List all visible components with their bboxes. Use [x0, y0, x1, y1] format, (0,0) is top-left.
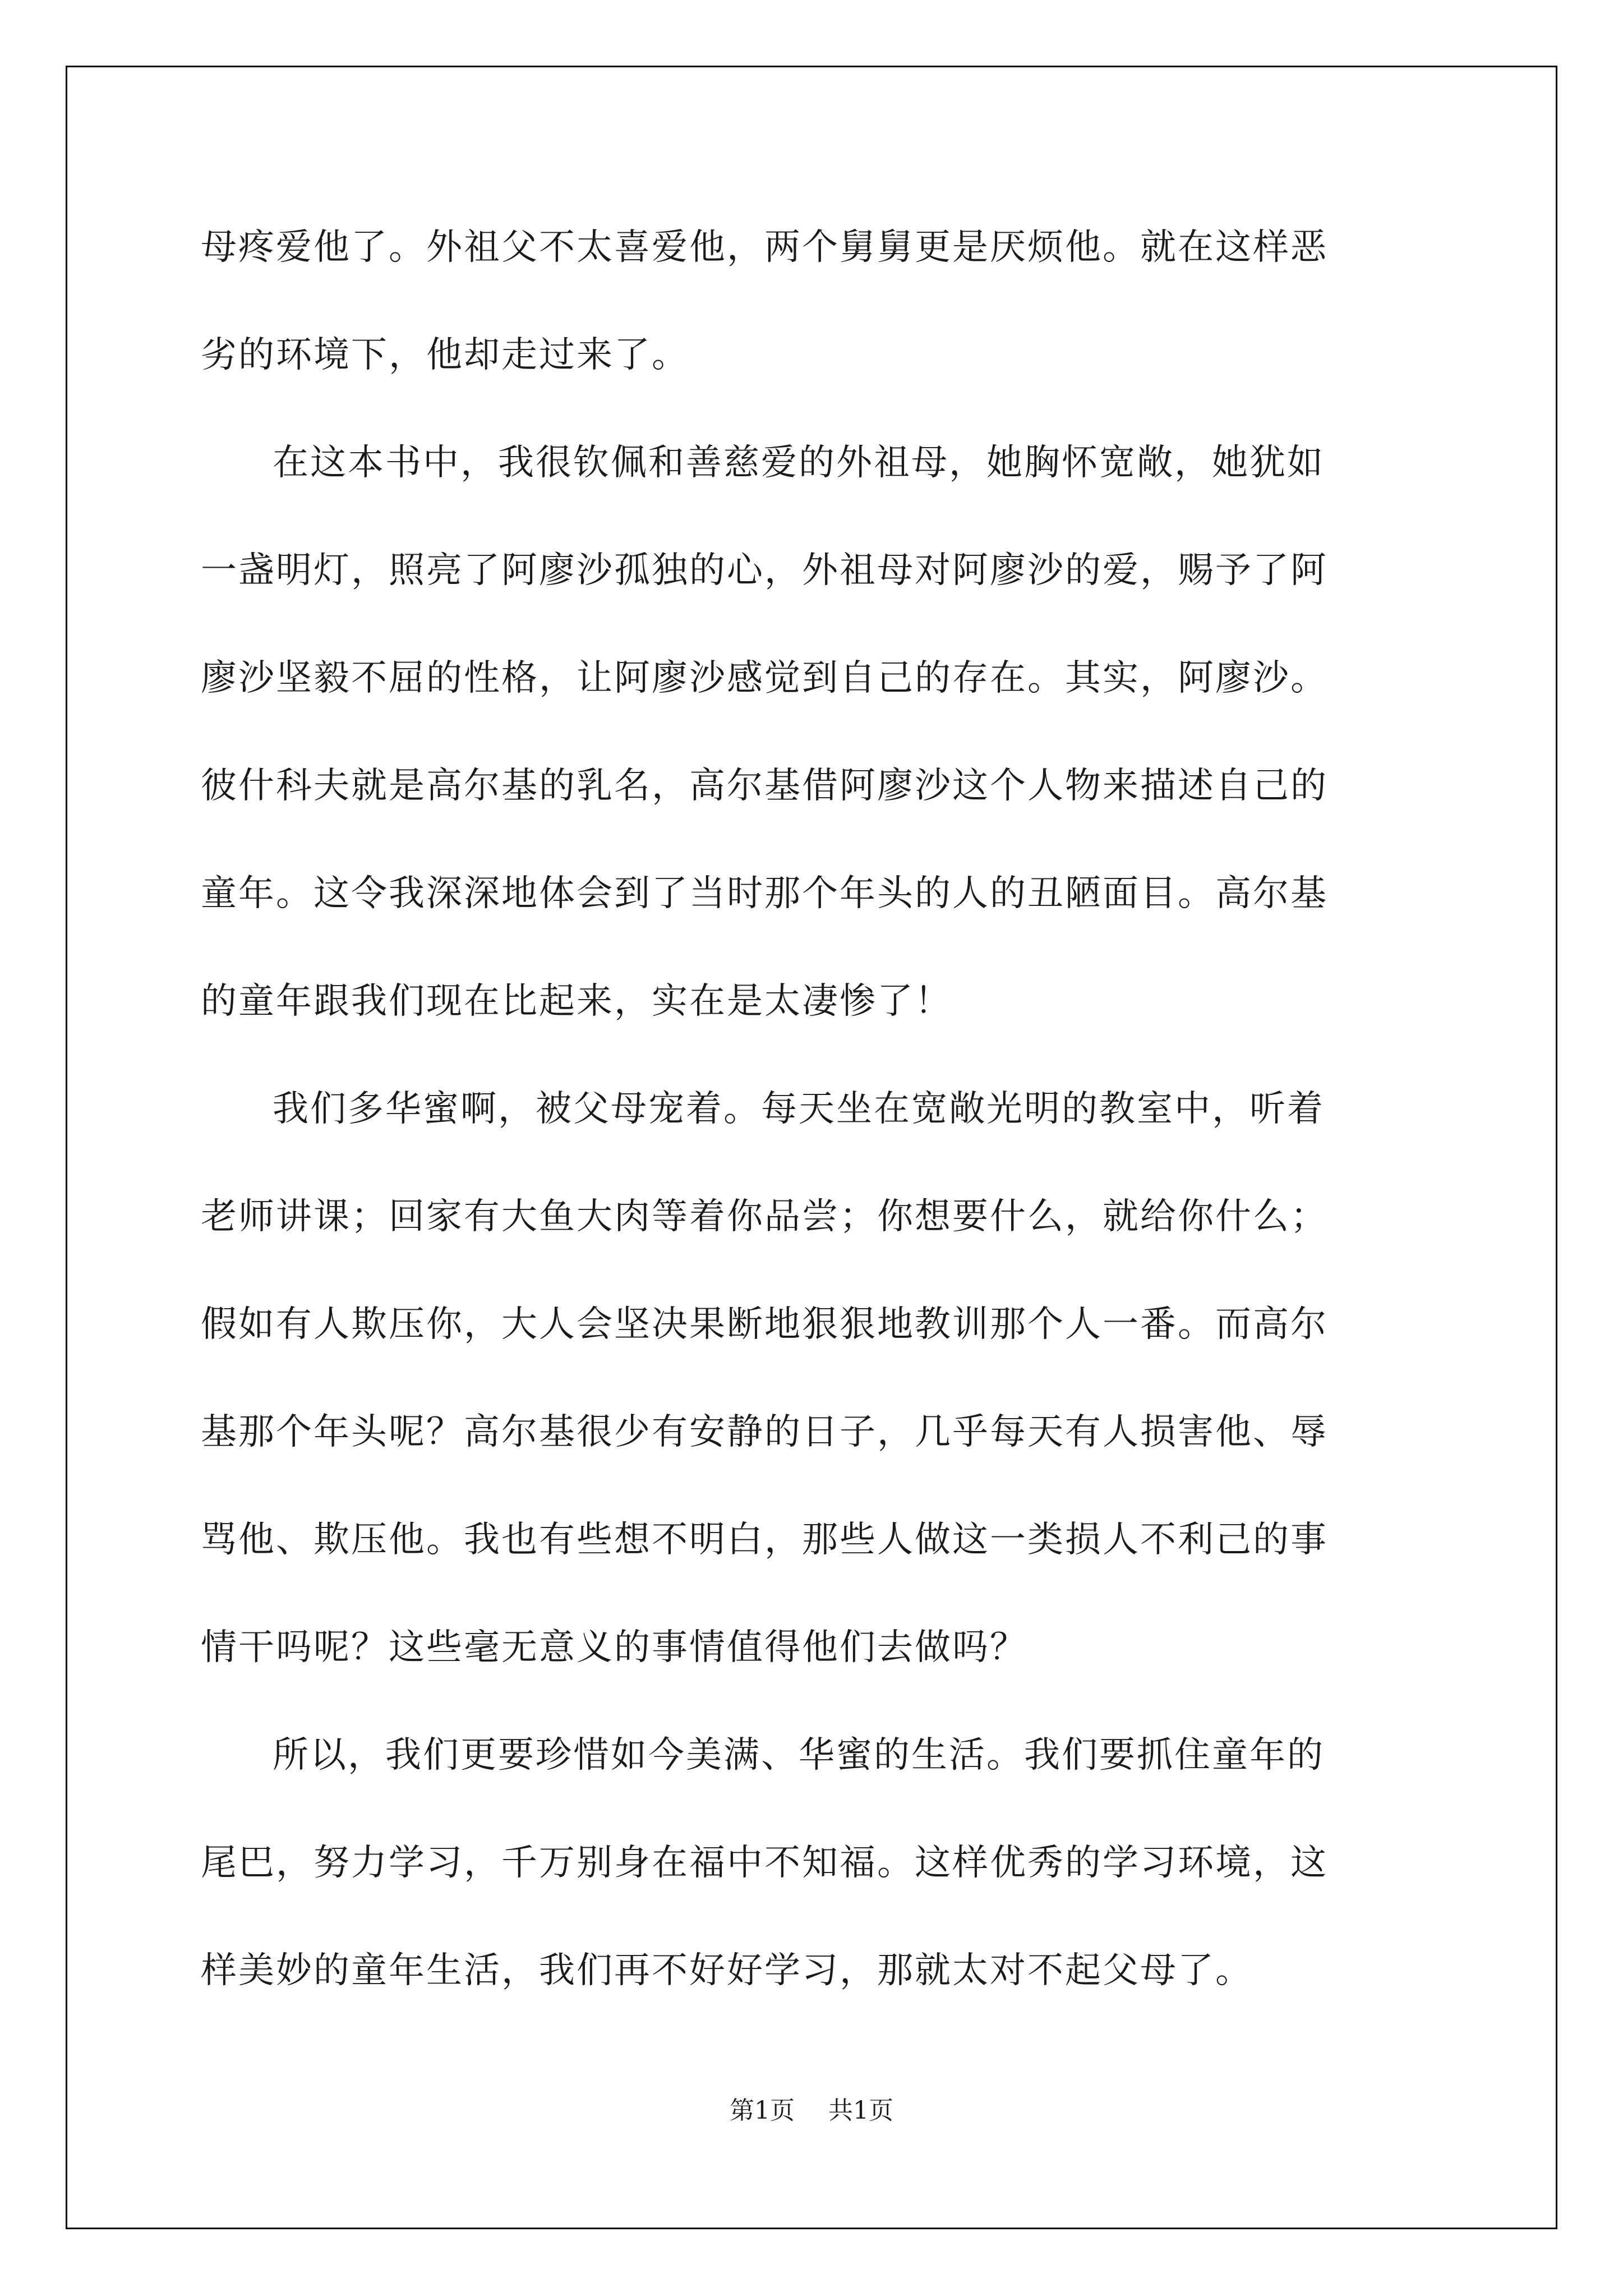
text-line: 情干吗呢？这些毫无意义的事情值得他们去做吗？ [201, 1627, 1027, 1668]
text-line: 老师讲课；回家有大鱼大肉等着你品尝；你想要什么，就给你什么； [201, 1196, 1328, 1237]
page-number: 第1页 [730, 2096, 795, 2125]
text-line: 的童年跟我们现在比起来，实在是太凄惨了！ [201, 981, 952, 1022]
text-line: 彼什科夫就是高尔基的乳名，高尔基借阿廖沙这个人物来描述自己的 [201, 765, 1328, 807]
page-border [66, 66, 1557, 2229]
text-line: 骂他、欺压他。我也有些想不明白，那些人做这一类损人不利己的事 [201, 1519, 1328, 1561]
text-line: 一盏明灯，照亮了阿廖沙孤独的心，外祖母对阿廖沙的爱，赐予了阿 [201, 550, 1328, 591]
paragraph-start-line: 在这本书中，我很钦佩和善慈爱的外祖母，她胸怀宽敞，她犹如 [273, 442, 1325, 484]
text-line: 样美妙的童年生活，我们再不好好学习，那就太对不起父母了。 [201, 1950, 1253, 1991]
page-footer [0, 2094, 1623, 2128]
text-line: 尾巴，努力学习，千万别身在福中不知福。这样优秀的学习环境，这 [201, 1842, 1328, 1884]
paragraph-start-line: 所以，我们更要珍惜如今美满、华蜜的生活。我们要抓住童年的 [273, 1734, 1325, 1776]
text-line: 基那个年头呢？高尔基很少有安静的日子，几乎每天有人损害他、辱 [201, 1411, 1328, 1453]
page-total: 共1页 [828, 2096, 893, 2125]
paragraph-start-line: 我们多华蜜啊，被父母宠着。每天坐在宽敞光明的教室中，听着 [273, 1088, 1325, 1130]
text-line: 母疼爱他了。外祖父不太喜爱他，两个舅舅更是厌烦他。就在这样恶 [201, 227, 1328, 268]
text-line: 童年。这令我深深地体会到了当时那个年头的人的丑陋面目。高尔基 [201, 873, 1328, 914]
text-line: 假如有人欺压你，大人会坚决果断地狠狠地教训那个人一番。而高尔 [201, 1304, 1328, 1345]
text-line: 廖沙坚毅不屈的性格，让阿廖沙感觉到自己的存在。其实，阿廖沙。 [201, 657, 1328, 699]
text-line: 劣的环境下，他却走过来了。 [201, 334, 689, 376]
